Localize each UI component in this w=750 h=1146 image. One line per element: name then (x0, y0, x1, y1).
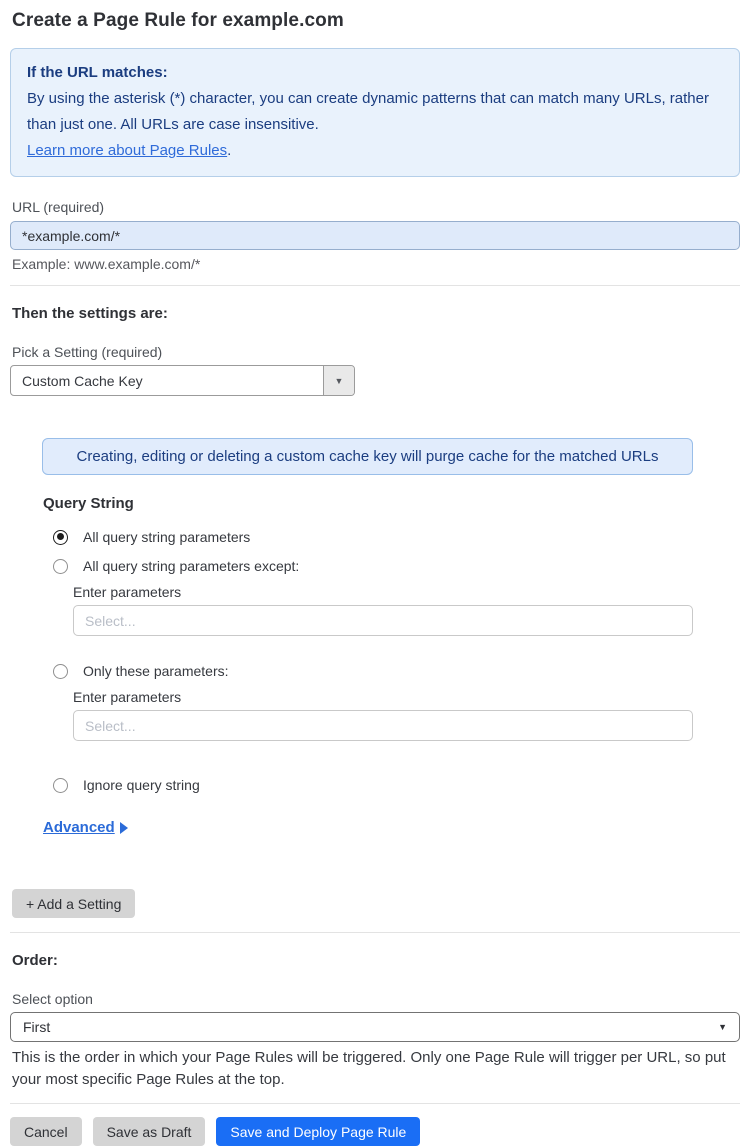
order-select-value: First (23, 1019, 51, 1035)
save-deploy-button[interactable]: Save and Deploy Page Rule (216, 1117, 420, 1146)
divider (10, 285, 740, 286)
except-parameters-input[interactable] (73, 605, 693, 636)
radio-label: All query string parameters except: (83, 558, 300, 574)
url-example: Example: www.example.com/* (12, 256, 201, 272)
cancel-button[interactable]: Cancel (10, 1117, 82, 1146)
radio-button-icon[interactable] (53, 664, 68, 679)
settings-heading: Then the settings are: (12, 305, 168, 322)
only-parameters-input[interactable] (73, 710, 693, 741)
caret-right-icon (120, 822, 128, 834)
info-box-link-line (27, 138, 723, 164)
page-title: Create a Page Rule for example.com (12, 10, 344, 31)
order-select-label: Select option (12, 991, 93, 1007)
advanced-link-text: Advanced (43, 819, 115, 836)
setting-select-value: Custom Cache Key (22, 372, 143, 389)
radio-only-these[interactable] (53, 663, 740, 679)
learn-more-link[interactable]: Learn more about Page Rules (27, 142, 228, 159)
radio-all-except[interactable] (53, 558, 740, 574)
footer-actions (10, 1117, 740, 1146)
order-heading: Order: (12, 952, 58, 969)
chevron-down-icon: ▼ (334, 375, 344, 386)
advanced-link[interactable] (43, 819, 128, 836)
radio-all-query-params[interactable] (53, 529, 740, 545)
query-string-heading: Query String (43, 495, 134, 512)
radio-button-icon[interactable] (53, 778, 68, 793)
chevron-down-icon: ▼ (718, 1022, 727, 1032)
save-draft-button[interactable]: Save as Draft (93, 1117, 206, 1146)
radio-button-icon[interactable] (53, 559, 68, 574)
order-select[interactable] (10, 1012, 740, 1042)
setting-select[interactable] (10, 365, 355, 396)
radio-label: Only these parameters: (83, 663, 229, 679)
radio-label: All query string parameters (83, 529, 251, 545)
radio-label: Ignore query string (83, 777, 200, 793)
page-rule-form (0, 10, 750, 1146)
divider (10, 932, 740, 933)
url-label: URL (required) (12, 199, 105, 215)
url-input[interactable] (10, 221, 740, 250)
enter-parameters-label: Enter parameters (73, 689, 182, 705)
radio-button-icon[interactable] (53, 530, 68, 545)
cache-key-notice: Creating, editing or deleting a custom cache key will purge cache for the matched URLs (42, 438, 693, 475)
link-period: . (227, 142, 232, 159)
enter-parameters-label: Enter parameters (73, 584, 182, 600)
url-match-info-box (10, 48, 740, 177)
setting-select-arrow-box[interactable] (323, 366, 354, 395)
add-setting-button[interactable]: + Add a Setting (12, 889, 135, 918)
radio-ignore-query-string[interactable] (53, 777, 740, 793)
info-box-heading: If the URL matches: (27, 64, 168, 81)
divider (10, 1103, 740, 1104)
pick-setting-label: Pick a Setting (required) (12, 344, 163, 360)
info-box-body: By using the asterisk (*) character, you can create dynamic patterns that can match many URLs, rather than just one. All URLs are case insensitive. (27, 90, 709, 133)
order-help-text: This is the order in which your Page Rules will be triggered. Only one Page Rule will trigger per URL, so put your most specific Page Rules at the top. (12, 1049, 726, 1088)
